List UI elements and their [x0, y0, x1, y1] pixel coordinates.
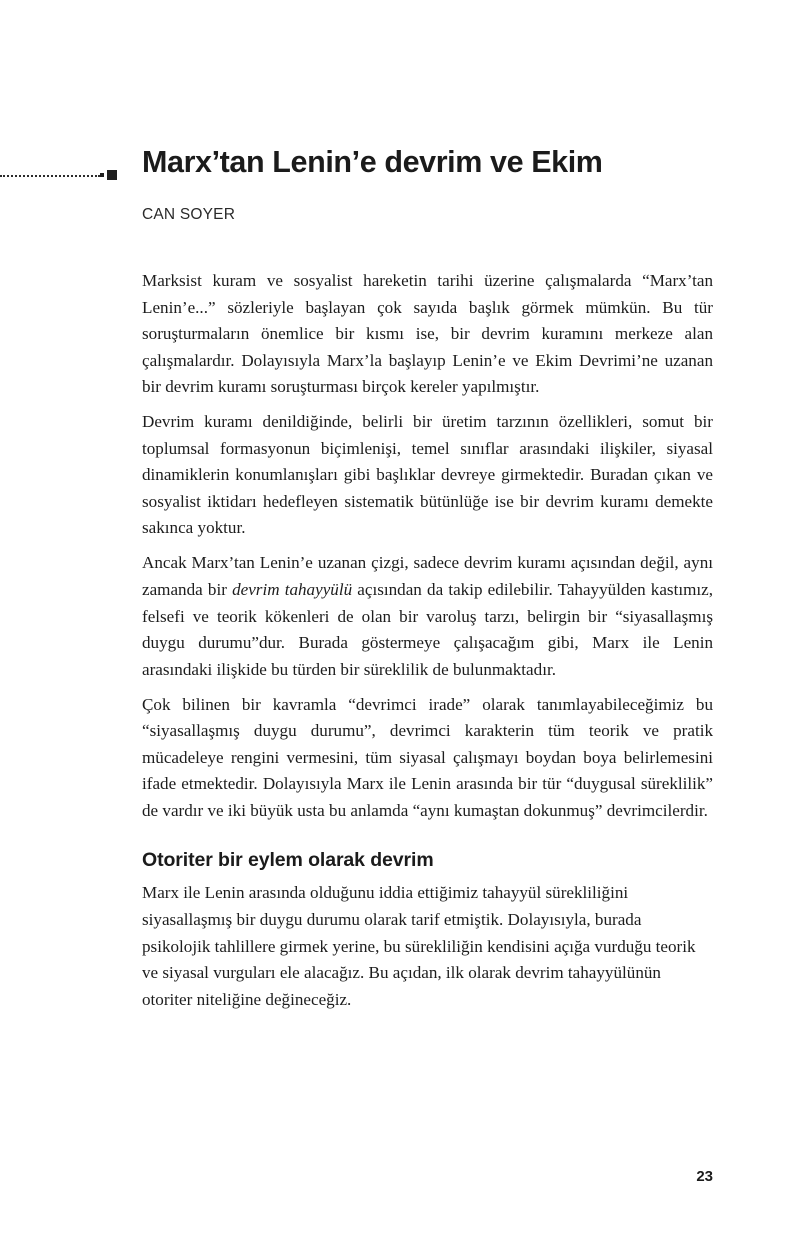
- paragraph-2: Devrim kuramı denildiğinde, belirli bir üretim tarzının özellikleri, somut bir toplumsal formasyonun biçimlenişi, temel sınıflar arasındaki ilişkiler, siyasal dinamiklerin konumlanışları gibi başlıklar devreye girmektedir. Buradan çıkan ve sosyalist iktidarı hedefleyen sistematik bütünlüğe ise bir devrim kuramı demekte sakınca yoktur.: [142, 412, 713, 538]
- paragraph-3: [142, 550, 713, 683]
- author-byline: CAN SOYER: [142, 206, 236, 223]
- paragraph-3-lead: Ancak Marx’tan Lenin’e uzanan çizgi, sadece devrim kuramı açısından değil, aynı zamanda bir: [142, 553, 713, 600]
- emphasis-devrim-tahayyulu: devrim tahayyülü: [232, 580, 353, 600]
- article-header: [142, 144, 712, 225]
- paragraph-4: Çok bilinen bir kavramla “devrimci irade” olarak tanımlayabileceğimiz bu “siyasallaşmış duygu durumu”, devrimci karakterin tüm teorik ve pratik mücadeleye rengini vermesini, tüm siyasal çalışmayı boydan boya belirlemesini ifade etmektedir. Dolayısıyla Marx ile Lenin arasında bir tür “duygusal süreklilik” de vardır ve iki büyük usta bu anlamda “aynı kumaştan dokunmuş” devrimcilerdir.: [142, 694, 713, 820]
- paragraph-5: Marx ile Lenin arasında olduğunu iddia ettiğimiz tahayyül sürekliliğini siyasallaşmış bir duygu durumu olarak tarif etmiştik. Dolayısıyla, burada psikolojik tahlillere girmek yerine, bu sürekliliğin kendisini açığa vurduğu teorik ve siyasal vurguları ele alacağız. Bu açıdan, ilk olarak devrim tahayyülünün otoriter niteliğine değineceğiz.: [142, 883, 696, 1009]
- dotted-rule-icon: [0, 175, 100, 177]
- page-title: Marx’tan Lenin’e devrim ve Ekim: [142, 145, 603, 179]
- paragraph-1: Marksist kuram ve sosyalist hareketin tarihi üzerine çalışmalarda “Marx’tan Lenin’e...” sözleriyle başlayan çok sayıda başlık görmek mümkün. Bu tür soruşturmaların önemlice bir kısmı ise, bir devrim kuramını merkeze alan çalışmalardır. Dolayısıyla Marx’la başlayıp Lenin’e ve Ekim Devrimi’ne uzanan bir devrim kuramı soruşturması birçok kereler yapılmıştır.: [142, 271, 713, 397]
- title-decoration: [0, 168, 118, 184]
- square-marker-icon: [107, 170, 117, 180]
- article-body: [142, 268, 713, 1013]
- small-square-icon: [100, 173, 104, 177]
- page-number: 23: [696, 1168, 713, 1185]
- paragraph-3-tail: açısından da takip edilebilir. Tahayyülden kastımız, felsefi ve teorik kökenleri de olan bir varoluş tarzı, belirgin bir “siyasallaşmış duygu durumu”dur. Burada göstermeye çalışacağım gibi, Marx ile Lenin arasındaki ilişkide bu türden bir süreklilik de bulunmaktadır.: [142, 580, 713, 679]
- section-heading: Otoriter bir eylem olarak devrim: [142, 849, 434, 872]
